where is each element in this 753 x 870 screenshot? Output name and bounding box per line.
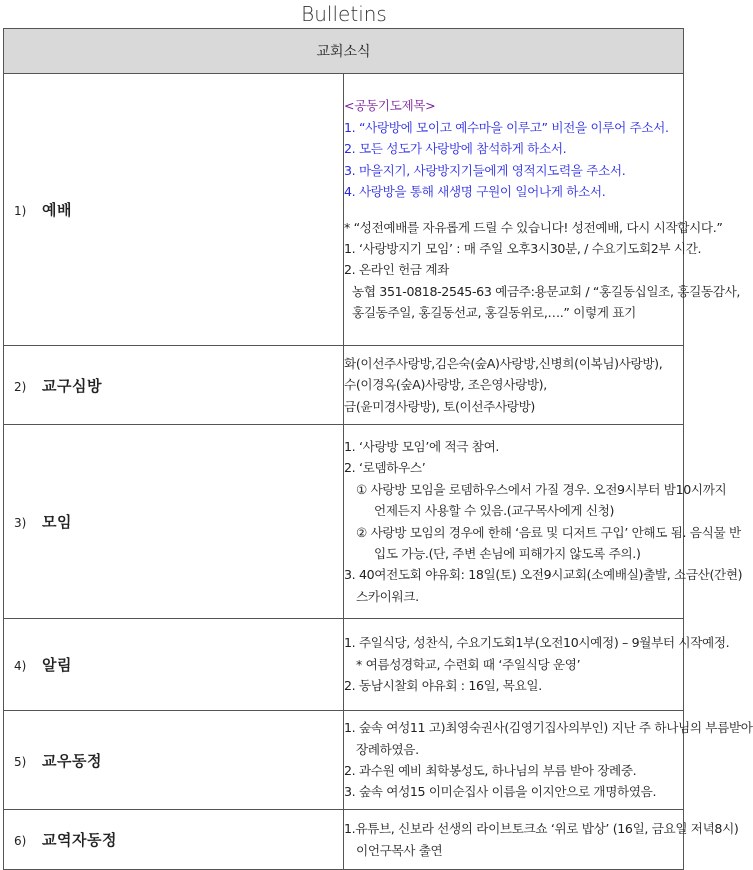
meeting-line: 1. ‘사랑방 모임’에 적극 참여. (344, 438, 500, 454)
spacer (344, 203, 683, 217)
bank-account-line: 농협 351-0818-2545-63 예금주:용문교회 / “홍길동십일조, 홍길동감사, (352, 283, 741, 299)
section-label: 교역자동정 (42, 831, 117, 849)
table-header: 교회소식 (4, 29, 684, 74)
prayer-heading: <공동기도제목> (344, 98, 436, 114)
section-member-news (4, 711, 684, 810)
section-number: 6) (14, 834, 27, 848)
pastor-news-line: 이언구목사 출연 (356, 842, 443, 858)
section-number: 5) (14, 754, 27, 769)
notice-line: 2. 온라인 헌금 계좌 (344, 262, 449, 278)
section-worship (4, 74, 684, 346)
member-news-line: 2. 과수원 예비 최학봉성도, 하나님의 부름 받아 장례중. (344, 763, 637, 778)
notice-line: 1. ‘사랑방지기 모임’ : 매 주일 오후3시30분, / 수요기도회2부 시간. (344, 240, 702, 256)
member-news-line: 3. 숲속 여성15 이미순집사 이름을 이지안으로 개명하였음. (344, 784, 657, 800)
section-pastor-news (4, 810, 684, 870)
section-number: 4) (14, 659, 27, 673)
section-label-cell (4, 619, 344, 711)
prayer-item: 3. 마을지기, 사랑방지기들에게 영적지도력을 주소서. (344, 162, 626, 178)
table-header-row (4, 29, 684, 74)
section-label: 알림 (42, 656, 72, 674)
section-content (344, 346, 684, 425)
section-number: 1) (14, 204, 27, 218)
section-content (344, 74, 741, 346)
section-label: 모임 (42, 513, 72, 531)
section-label-cell (4, 346, 344, 425)
section-content (344, 711, 753, 810)
announcement-line: 1. 주일식당, 성찬식, 수요기도회1부(오전10시예정) – 9월부터 시작예정. (344, 635, 730, 651)
visit-line: 수(이경옥(숲A)사랑방, 조은영사랑방), (344, 377, 547, 393)
section-number: 3) (14, 516, 27, 530)
section-label: 교구심방 (42, 376, 102, 395)
pastor-news-line: 1.유튜브, 신보라 선생의 라이브토크쇼 ‘위로 밥상’ (16일, 금요일 저녁8시) (344, 821, 739, 837)
section-content (344, 619, 730, 711)
meeting-line: 2. ‘로뎀하우스’ (344, 460, 426, 476)
section-announcements (4, 619, 684, 711)
section-content (344, 425, 743, 619)
visit-line: 금(윤미경사랑방), 토(이선주사랑방) (344, 398, 535, 414)
member-news-line: 장례하였음. (356, 741, 419, 757)
announcement-line: * 여름성경학교, 수련회 때 ‘주일식당 운영’ (356, 656, 581, 672)
notice-line: 홍길동주일, 홍길동선교, 홍길동위로,….” 이렇게 표기 (352, 305, 636, 321)
section-label: 교우동정 (42, 751, 102, 770)
visit-line: 화(이선주사랑방,김은숙(숲A)사랑방,신병희(이복님)사랑방), (344, 355, 663, 371)
section-content (344, 810, 739, 870)
announcement-line: 2. 동남시찰회 야유회 : 16일, 목요일. (344, 678, 542, 694)
section-label-cell (4, 711, 344, 810)
prayer-item: 1. “사랑방에 모이고 예수마을 이루고” 비전을 이루어 주소서. (344, 119, 669, 135)
section-label-cell (4, 425, 344, 619)
prayer-item: 2. 모든 성도가 사랑방에 참석하게 하소서. (344, 141, 567, 157)
member-news-line: 1. 숲속 여성11 고)최영숙권사(김영기집사의부인) 지난 주 하나님의 부름받아 (344, 720, 753, 736)
meeting-line: 언제든지 사용할 수 있음.(교구목사에게 신청) (374, 503, 615, 519)
meeting-line: ① 사랑방 모임을 로뎀하우스에서 가질 경우. 오전9시부터 밤10시까지 (356, 481, 727, 497)
section-label-cell (4, 74, 344, 346)
page-title: Bulletins (301, 2, 387, 26)
bulletin-table (3, 28, 753, 870)
section-label-cell (4, 810, 344, 870)
meeting-line: 입도 가능.(단, 주변 손님에 피해가지 않도록 주의.) (374, 545, 641, 561)
meeting-line: 3. 40여전도회 야유회: 18일(토) 오전9시교회(소예배실)출발, 소금산(간현) (344, 567, 743, 583)
meeting-line: ② 사랑방 모임의 경우에 한해 ‘음료 및 디저트 구입’ 안해도 됨. 음식물 반 (356, 524, 741, 540)
section-label: 예배 (42, 201, 72, 219)
section-meeting (4, 425, 684, 619)
meeting-line: 스카이워크. (356, 588, 419, 604)
notice-line: * “성전예배를 자유롭게 드릴 수 있습니다! 성전예배, 다시 시작합시다.” (344, 219, 723, 235)
section-number: 2) (14, 379, 27, 394)
section-visitation (4, 346, 684, 425)
prayer-item: 4. 사랑방을 통해 새생명 구원이 일어나게 하소서. (344, 184, 606, 200)
